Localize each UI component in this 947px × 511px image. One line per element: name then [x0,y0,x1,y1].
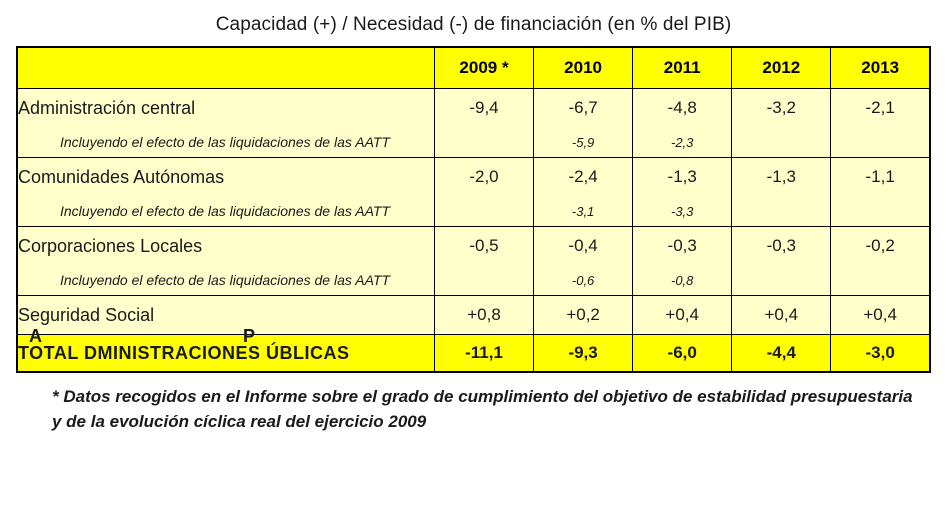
subcell-value: -3,3 [633,196,732,227]
subcell-value [434,196,533,227]
cell-value: -0,3 [732,227,831,266]
page-title: Capacidad (+) / Necesidad (-) de financiación (en % del PIB) [215,14,732,35]
table-subrow [17,127,930,158]
row-label-comunidades-autonomas: Comunidades Autónomas [17,158,434,197]
cell-value: -4,8 [633,89,732,128]
table-header [17,47,930,89]
subcell-value [434,127,533,158]
column-header-2013: 2013 [831,47,930,89]
subcell-value: -0,6 [534,265,633,296]
cell-value: -0,4 [534,227,633,266]
table-total-row [17,335,930,373]
cell-value: +0,2 [534,296,633,335]
cell-value: -2,4 [534,158,633,197]
cell-value: -9,4 [434,89,533,128]
table-row [17,296,930,335]
stray-letter-a: A [29,326,42,346]
table-body [17,89,930,373]
cell-value: -0,3 [633,227,732,266]
row-label-administracion-central: Administración central [17,89,434,128]
subrow-label: Incluyendo el efecto de las liquidaciones de las AATT [17,265,434,296]
stray-letter-p: P [243,326,256,346]
header-row [17,47,930,89]
subcell-value [831,265,930,296]
column-header-2011: 2011 [633,47,732,89]
column-header-2009: 2009 * [434,47,533,89]
cell-value: +0,4 [633,296,732,335]
table-row [17,158,930,197]
cell-value: -0,2 [831,227,930,266]
cell-value: +0,4 [732,296,831,335]
table-container [16,46,931,373]
subcell-value: -3,1 [534,196,633,227]
cell-value: -6,7 [534,89,633,128]
subrow-label: Incluyendo el efecto de las liquidaciones de las AATT [17,127,434,158]
cell-value: -1,3 [732,158,831,197]
total-value: -6,0 [633,335,732,373]
subcell-value: -0,8 [633,265,732,296]
cell-value: -1,3 [633,158,732,197]
cell-value: -2,1 [831,89,930,128]
cell-value: -3,2 [732,89,831,128]
table-row [17,227,930,266]
header-corner [17,47,434,89]
subcell-value [831,127,930,158]
table-subrow [17,265,930,296]
subcell-value [732,265,831,296]
subcell-value [434,265,533,296]
cell-value: -1,1 [831,158,930,197]
total-value: -4,4 [732,335,831,373]
total-value: -11,1 [434,335,533,373]
subcell-value [831,196,930,227]
subcell-value [732,127,831,158]
subcell-value: -5,9 [534,127,633,158]
financing-table [16,46,931,373]
total-value: -3,0 [831,335,930,373]
subrow-label: Incluyendo el efecto de las liquidaciones de las AATT [17,196,434,227]
cell-value: -2,0 [434,158,533,197]
table-row [17,89,930,128]
footnote: * Datos recogidos en el Informe sobre el grado de cumplimiento del objetivo de estabilidad presupuestaria y de la evolución cíclica real del ejercicio 2009 [52,387,913,431]
subcell-value [732,196,831,227]
row-label-seguridad-social: Seguridad Social [17,296,434,335]
subcell-value: -2,3 [633,127,732,158]
cell-value: -0,5 [434,227,533,266]
cell-value: +0,4 [831,296,930,335]
total-value: -9,3 [534,335,633,373]
row-label-total: TOTAL DMINISTRACIONES ÚBLICAS [17,335,434,373]
row-label-corporaciones-locales: Corporaciones Locales [17,227,434,266]
cell-value: +0,8 [434,296,533,335]
column-header-2010: 2010 [534,47,633,89]
table-subrow [17,196,930,227]
column-header-2012: 2012 [732,47,831,89]
